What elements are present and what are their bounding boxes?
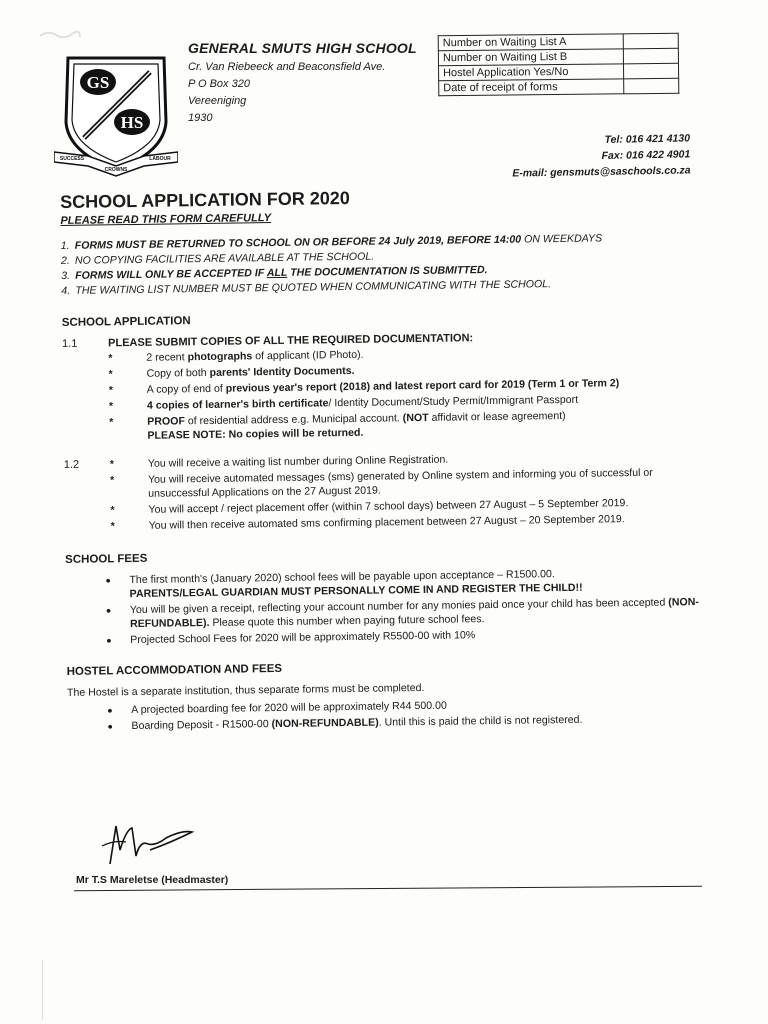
bullet-dot: ● (105, 575, 111, 586)
fax: Fax: 016 422 4901 (601, 148, 691, 162)
text-bold: birth certificate (251, 397, 329, 411)
bullet-asterisk: * (108, 368, 113, 381)
text: Please quote this number when paying future school fees. (209, 613, 485, 629)
rule-1-rest: ON WEEKDAYS (521, 232, 603, 246)
section-heading-hostel: HOSTEL ACCOMMODATION AND FEES (66, 662, 283, 678)
waiting-list-a-label: Number on Waiting List A (438, 34, 623, 51)
text-bold: parents' Identity Documents. (209, 364, 355, 379)
rule-number: 2. (60, 254, 70, 267)
text-bold: (NON-REFUNDABLE). (129, 596, 699, 631)
rule-4: THE WAITING LIST NUMBER MUST BE QUOTED WHEN COMMUNICATING WITH THE SCHOOL. (75, 278, 552, 297)
note: PLEASE NOTE: No copies will be returned. (147, 426, 364, 442)
text-bold: photographs (187, 350, 253, 364)
rule-number: 1. (60, 239, 70, 252)
scan-smudge (38, 28, 82, 42)
page-subtitle: PLEASE READ THIS FORM CAREFULLY (60, 212, 272, 227)
subsection-number: 1.2 (63, 458, 80, 471)
rules-list (61, 230, 712, 299)
fees-list (105, 565, 716, 648)
address-line-2: P O Box 320 (188, 78, 250, 90)
text: Projected School Fees for 2020 will be approximately R5500-00 with 10% (130, 629, 476, 647)
subsection-number: 1.1 (62, 337, 78, 350)
waiting-list-a-field[interactable] (623, 33, 678, 49)
section-heading-application: SCHOOL APPLICATION (61, 315, 191, 329)
rule-2: NO COPYING FACILITIES ARE AVAILABLE AT THE SCHOOL. (74, 250, 375, 267)
waiting-list-b-label: Number on Waiting List B (438, 49, 623, 66)
bullet-dot: ● (106, 635, 112, 646)
bullet-asterisk: * (108, 384, 113, 397)
text: / Identity Document/Study Permit/Immigrant Passport (328, 393, 579, 410)
rule-3b: THE DOCUMENTATION IS SUBMITTED. (287, 264, 488, 279)
bullet-dot: ● (105, 605, 112, 616)
telephone: Tel: 016 421 4130 (604, 132, 690, 146)
headmaster-signature (96, 820, 206, 870)
text: 2 recent (146, 351, 188, 364)
rule-number: 4. (61, 284, 71, 297)
text: The first month's (January 2020) school fees will be payable upon acceptance – R1500.00. (129, 568, 555, 587)
scan-edge-mark (42, 960, 43, 1020)
text-bold: (NON-REFUNDABLE) (271, 716, 379, 731)
receipt-date-label: Date of receipt of forms (439, 79, 624, 96)
text-bold: 4 copies of learner's (146, 398, 253, 412)
office-use-table (438, 33, 680, 97)
text-bold: (NOT (402, 411, 429, 425)
table-row (439, 78, 679, 96)
text: You will be given a receipt, reflecting your account number for any monies paid once your child has been accepted (129, 596, 669, 617)
process-list (110, 449, 715, 535)
headmaster-name: Mr T.S Mareletse (Headmaster) (76, 874, 229, 886)
contact-details (511, 130, 690, 181)
subsection-title: PLEASE SUBMIT COPIES OF ALL THE REQUIRED DOCUMENTATION: (108, 332, 474, 350)
hostel-intro: The Hostel is a separate institution, thus separate forms must be completed. (66, 681, 425, 699)
bullet-asterisk: * (110, 504, 115, 517)
text: of residential address e.g. Municipal account. (184, 412, 403, 428)
signature-divider (74, 886, 702, 891)
bullet-asterisk: * (109, 416, 114, 429)
text: A copy of end of (146, 382, 226, 396)
rule-3a: FORMS WILL ONLY BE ACCEPTED IF (75, 267, 267, 282)
bullet-asterisk: * (110, 520, 115, 533)
bullet-dot: ● (107, 721, 113, 732)
text: . Until this is paid the child is not registered. (378, 713, 583, 729)
hostel-application-label: Hostel Application Yes/No (439, 64, 624, 81)
text-bold: previous year's report (2018) and latest report card for 2019 (Term 1 or Term 2) (225, 377, 620, 395)
section-heading-fees: SCHOOL FEES (65, 552, 148, 566)
subsection-1-2 (64, 449, 715, 536)
school-name: GENERAL SMUTS HIGH SCHOOL (188, 40, 417, 56)
text: Copy of both (146, 366, 210, 380)
email: E-mail: gensmuts@saschools.co.za (511, 164, 691, 180)
address-line-3: Vereeniging (188, 95, 247, 107)
crest-ribbon-word-2: CROWNS (104, 167, 128, 173)
address-line-4: 1930 (188, 112, 213, 124)
bullet-asterisk: * (109, 458, 115, 471)
school-header (188, 40, 417, 127)
school-crest-logo (54, 52, 178, 178)
receipt-date-field[interactable] (624, 78, 679, 94)
text: Boarding Deposit - R1500-00 (131, 718, 272, 733)
waiting-list-b-field[interactable] (623, 48, 678, 64)
text: You will then receive automated sms confirming placement between 27 August – 20 September 2019. (148, 513, 625, 532)
crest-ribbon-word-1: SUCCESS (59, 156, 85, 162)
page-title: SCHOOL APPLICATION FOR 2020 (60, 187, 350, 212)
hostel-list (107, 695, 717, 734)
text-bold: PROOF (147, 415, 185, 428)
text: of applicant (ID Photo). (252, 348, 364, 363)
hostel-application-field[interactable] (623, 63, 678, 79)
rule-1-bold: FORMS MUST BE RETURNED TO SCHOOL ON OR BEFORE 24 July 2019, BEFORE 14:00 (74, 233, 522, 252)
text: A projected boarding fee for 2020 will be approximately R44 500.00 (131, 699, 447, 717)
crest-letters-bottom: HS (120, 113, 144, 132)
text: You will receive a waiting list number during Online Registration. (147, 453, 449, 470)
text: affidavit or lease agreement) (428, 409, 566, 424)
crest-letters-top: GS (86, 73, 110, 92)
address-line-1: Cr. Van Riebeeck and Beaconsfield Ave. (188, 61, 386, 73)
bullet-asterisk: * (108, 400, 114, 413)
text: You will accept / reject placement offer (within 7 school days) between 27 August – 5 September 2019. (148, 497, 629, 516)
list-item (109, 407, 713, 443)
text-bold: PARENTS/LEGAL GUARDIAN MUST PERSONALLY COME IN AND REGISTER THE CHILD!! (129, 581, 583, 601)
rule-number: 3. (61, 269, 71, 282)
bullet-asterisk: * (108, 352, 113, 365)
bullet-dot: ● (107, 705, 113, 716)
rule-3-underlined: ALL (266, 266, 288, 280)
form-body (60, 183, 718, 736)
document-list (108, 343, 713, 443)
bullet-asterisk: * (109, 474, 115, 487)
text: You will receive automated messages (sms) generated by Online system and informing you of successful or unsuccessful Applications on the 27 August 2019. (147, 466, 653, 500)
crest-ribbon-word-3: LABOUR (149, 156, 171, 162)
